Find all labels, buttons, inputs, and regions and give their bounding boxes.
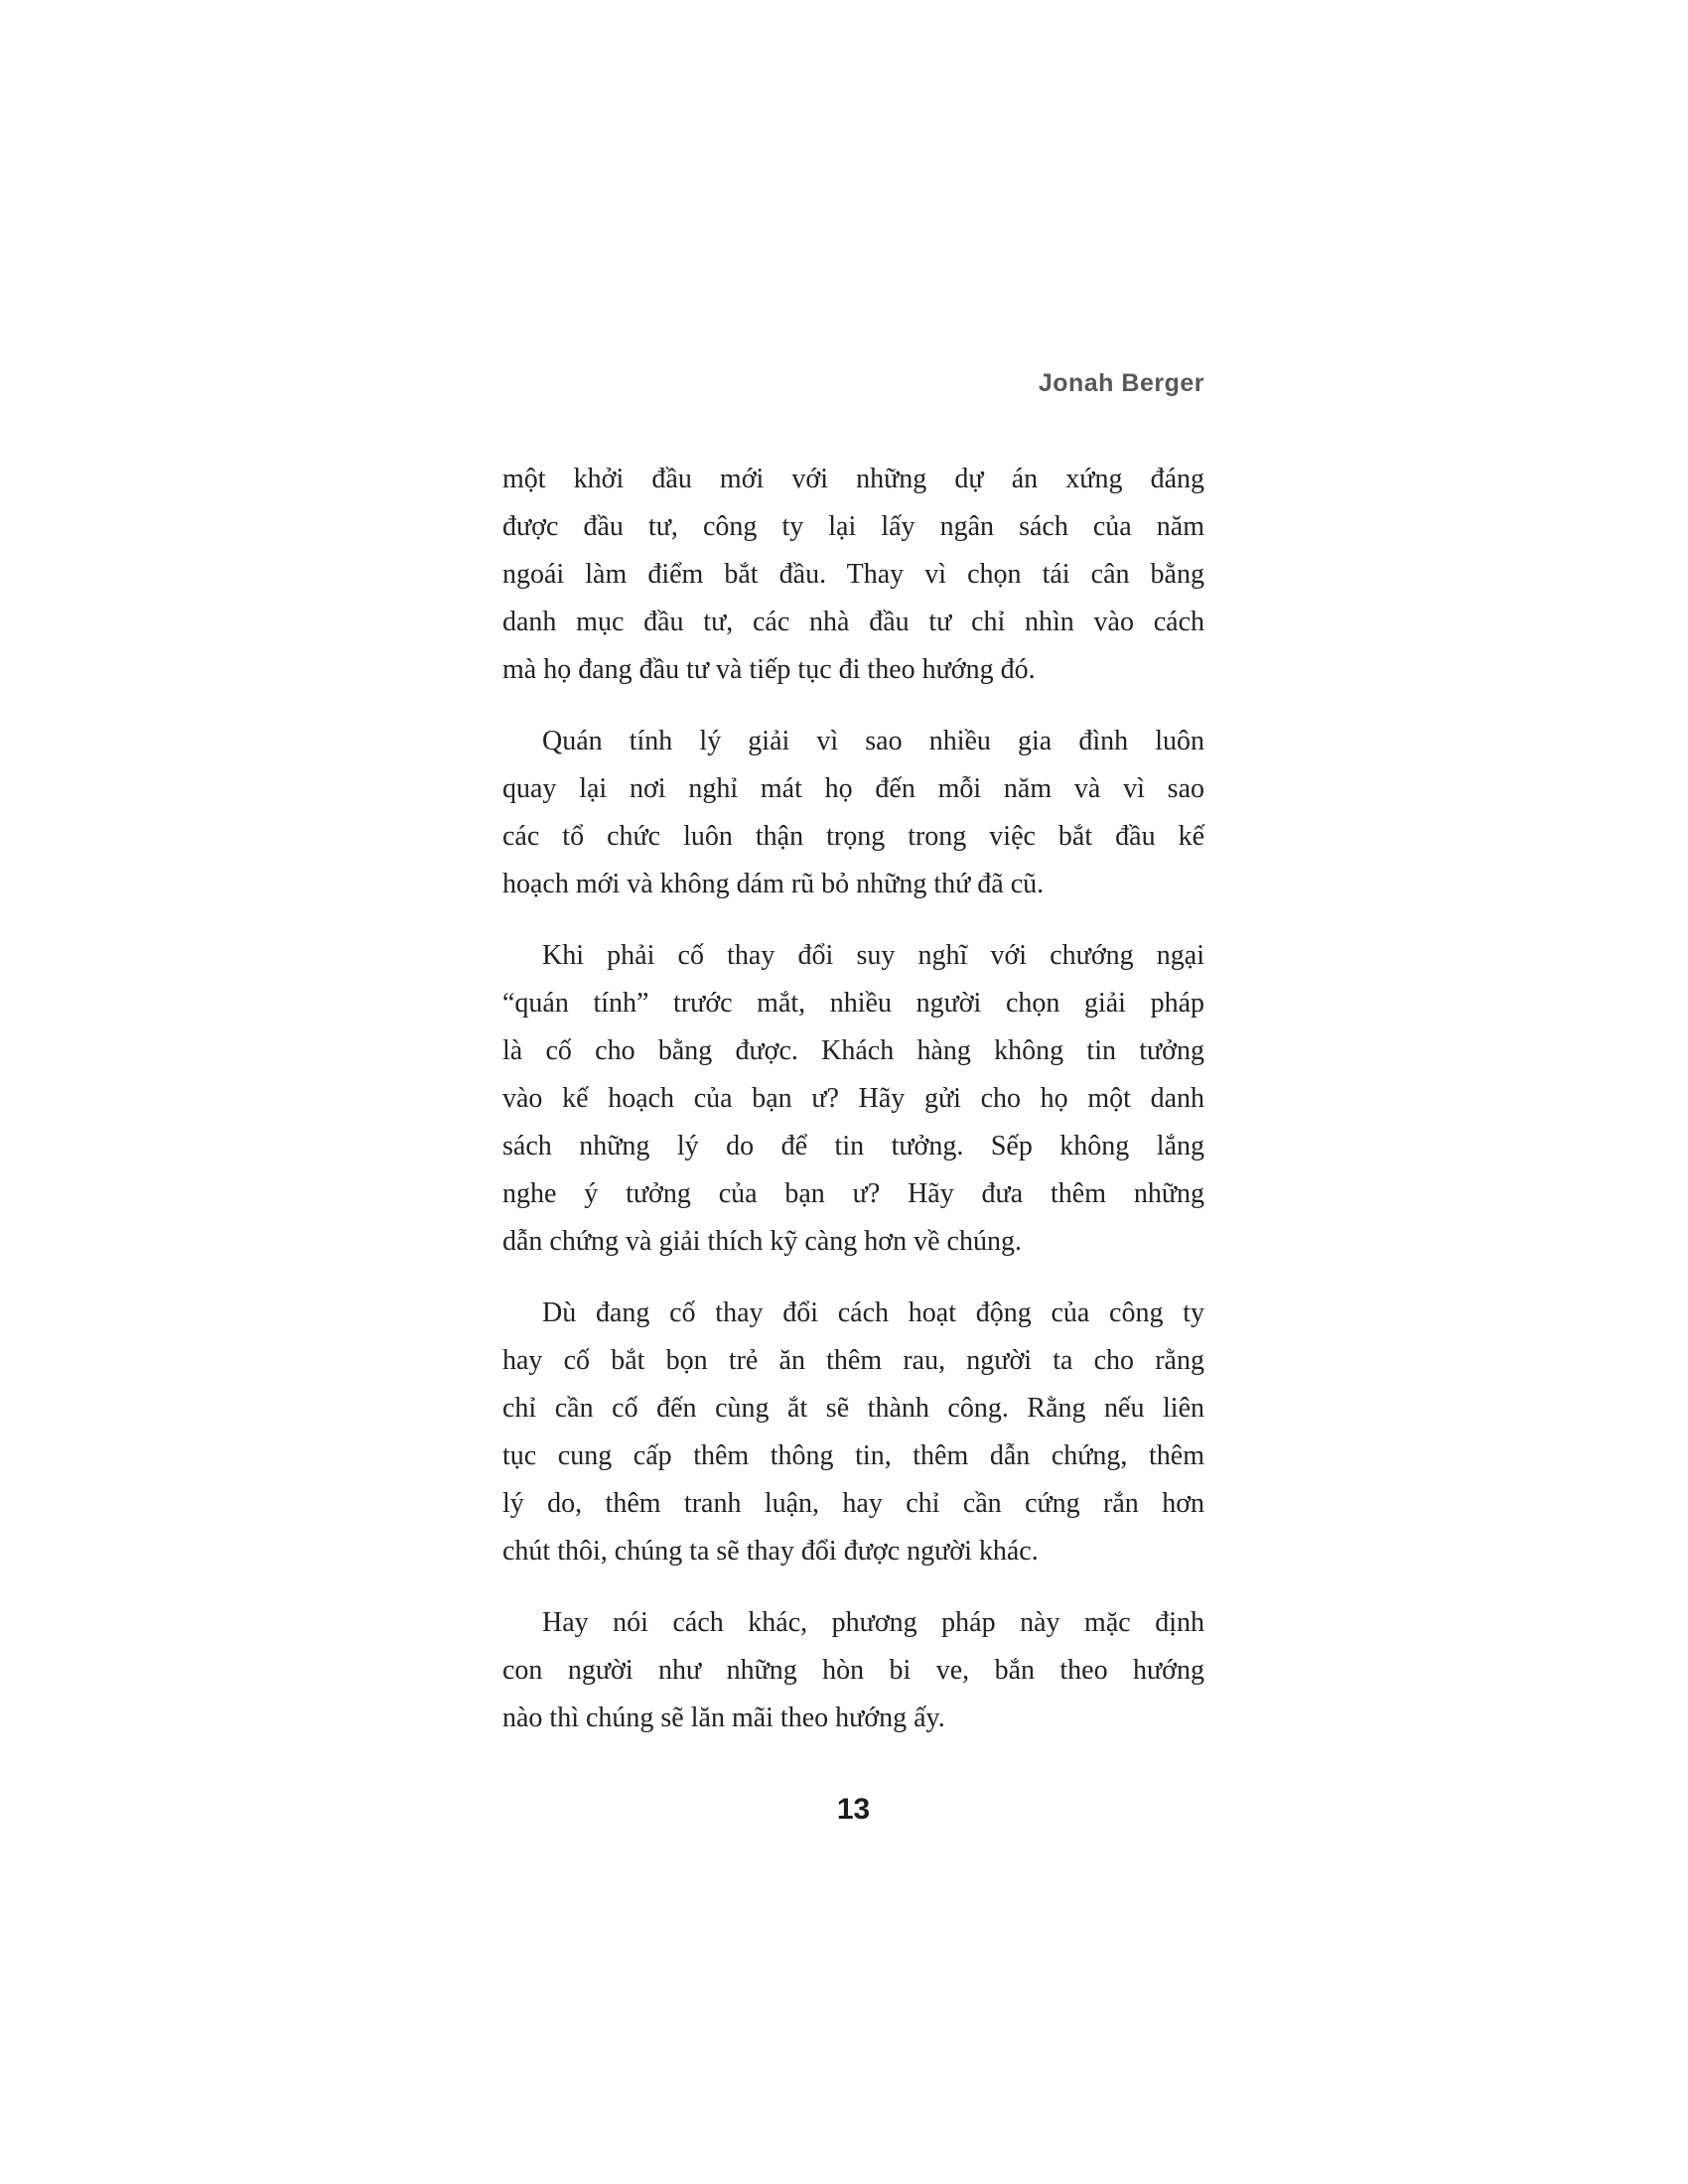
text-line: “quán tính” trước mắt, nhiều người chọn giải pháp (502, 988, 1204, 1019)
paragraph (502, 932, 1204, 1266)
text-line: Khi phải cố thay đổi suy nghĩ với chướng ngại (542, 940, 1204, 971)
text-line: hoạch mới và không dám rũ bỏ những thứ đã cũ. (502, 869, 1045, 899)
text-line: lý do, thêm tranh luận, hay chỉ cần cứng rắn hơn (502, 1488, 1204, 1519)
text-line: Quán tính lý giải vì sao nhiều gia đình luôn (542, 726, 1204, 756)
text-line: sách những lý do để tin tưởng. Sếp không lắng (502, 1131, 1204, 1161)
text-line: một khởi đầu mới với những dự án xứng đáng (502, 464, 1204, 494)
text-line: ngoái làm điểm bắt đầu. Thay vì chọn tái cân bằng (502, 559, 1204, 590)
text-line: quay lại nơi nghỉ mát họ đến mỗi năm và vì sao (502, 773, 1204, 804)
text-line: chỉ cần cố đến cùng ắt sẽ thành công. Rằng nếu liên (502, 1393, 1204, 1424)
text-line: mà họ đang đầu tư và tiếp tục đi theo hướng đó. (502, 654, 1036, 685)
text-line: nghe ý tưởng của bạn ư? Hãy đưa thêm những (502, 1178, 1204, 1209)
text-line: là cố cho bằng được. Khách hàng không tin tưởng (502, 1035, 1204, 1066)
text-line: hay cố bắt bọn trẻ ăn thêm rau, người ta cho rằng (502, 1345, 1204, 1376)
paragraph (502, 1599, 1204, 1742)
text-line: nào thì chúng sẽ lăn mãi theo hướng ấy. (502, 1703, 945, 1733)
text-line: các tổ chức luôn thận trọng trong việc bắt đầu kế (502, 821, 1204, 852)
paragraph (502, 456, 1204, 694)
page-number: 13 (836, 1793, 871, 1826)
body-text-block (502, 456, 1204, 1742)
text-line: chút thôi, chúng ta sẽ thay đổi được người khác. (502, 1536, 1039, 1567)
paragraph (502, 718, 1204, 908)
paragraph (502, 1290, 1204, 1575)
text-line: Dù đang cố thay đổi cách hoạt động của công ty (542, 1297, 1204, 1328)
running-header: Jonah Berger (1038, 369, 1204, 397)
text-line: danh mục đầu tư, các nhà đầu tư chỉ nhìn vào cách (502, 607, 1204, 637)
text-line: vào kế hoạch của bạn ư? Hãy gửi cho họ một danh (502, 1083, 1204, 1114)
text-line: được đầu tư, công ty lại lấy ngân sách của năm (502, 511, 1204, 542)
text-line: dẫn chứng và giải thích kỹ càng hơn về chúng. (502, 1226, 1022, 1257)
text-line: Hay nói cách khác, phương pháp này mặc định (542, 1607, 1204, 1638)
text-line: con người như những hòn bi ve, bắn theo hướng (502, 1655, 1204, 1686)
text-line: tục cung cấp thêm thông tin, thêm dẫn chứng, thêm (502, 1440, 1204, 1471)
